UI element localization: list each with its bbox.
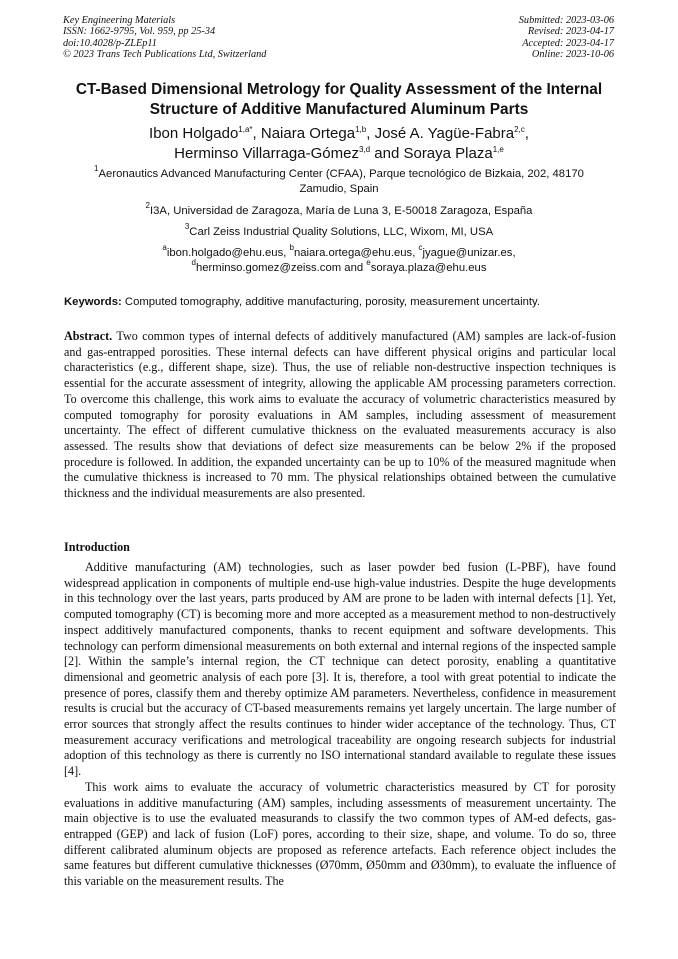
author-sup: 3,d bbox=[358, 144, 371, 154]
affiliation-3 bbox=[40, 222, 638, 240]
authors-line-1: Ibon Holgado$^{1,a*}$, Naiara Ortega$^{1,b}$, José A. Yagüe-Fabra$^{2,c}$, bbox=[149, 125, 529, 142]
author-list bbox=[40, 124, 638, 163]
intro-paragraph-1: Additive manufacturing (AM) technologies, such as laser powder bed fusion (L-PBF), have found widespread application in components of multiple end-use high-value industries. Despite the huge developments in this technology over the last years, parts produced by AM are prone to be laden with internal defects [1]. Yet, computed tomography (CT) is becoming more and more accepted as a measurement method to non-destructively inspect additively manufactured components, thanks to recent equipment and software developments. This technology can perform dimensional measurements on both external and internal regions of the inspected sample [2]. Within the sample’s internal region, the CT technique can detect porosity, enabling a quantitative dimensional and geometric analysis of each pore [3]. It is, therefore, a tool with great potential to indicate the presence of pores, classify them and thereby optimize AM parameters. Nevertheless, confidence in measurement results is crucial but the accuracy of CT-based measurements remains yet largely uncertain. The large number of error sources that strongly affect the results continues to hinder wider acceptance of the technology. Thus, CT measurement accuracy verifications and metrological traceability are ongoing research subjects for industrial adoption of this technology as there is currently no ISO international standard available to regulate these issues [4]. bbox=[64, 560, 616, 779]
authors-line-2 bbox=[40, 144, 638, 164]
revised-date: Revised: 2023-04-17 bbox=[527, 26, 614, 38]
author-sup: 1,a* bbox=[238, 125, 253, 134]
abstract-text: Two common types of internal defects of additively manufactured (AM) samples are lack-of-fusion and gas-entrapped porosities. These internal defects can have different physical origins and particular local characteristics (e.g., different shape, size). Thus, the use of reliable non-destructive inspection techniques is essential for the accurate assessment of integrity, allowing the applicable AM processing parameters correction. To overcome this challenge, this work aims to evaluate the accuracy of volumetric characteristics measured by computed tomography for porosity evaluations in AM samples, including assessment of measurement uncertainty. The effect of different cumulative thickness on the evaluated measurements accuracy is also assessed. The results show that deviations of defect size measurements can be below 2% if the proposed procedure is followed. In addition, the expanded uncertainty can be up to 10% of the measured magnitude when the cumulative thickness is increased to 70 mm. The physical relationships obtained between the cumulative thickness and the individual measurements are also presented. bbox=[64, 329, 616, 501]
affiliation-1 bbox=[40, 164, 638, 198]
copyright: © 2023 Trans Tech Publications Ltd, Switzerland bbox=[63, 49, 267, 61]
title-line-1: CT-Based Dimensional Metrology for Quality Assessment of the Internal bbox=[75, 81, 603, 98]
author-name: Naiara Ortega bbox=[260, 125, 356, 142]
journal-info bbox=[63, 15, 266, 61]
email: naiara.ortega@ehu.eus, bbox=[293, 247, 416, 259]
submitted-date: Submitted: 2023-03-06 bbox=[518, 15, 614, 26]
issn: ISSN: 1662-9795, Vol. 959, pp 25-34 bbox=[63, 26, 216, 38]
email-list bbox=[40, 243, 638, 277]
email: herminso.gomez@zeiss.com bbox=[195, 262, 342, 275]
journal-name: Key Engineering Materials bbox=[63, 15, 176, 26]
keywords-text: Computed tomography, additive manufacturing, porosity, measurement uncertainty. bbox=[124, 296, 540, 308]
affiliation-2 bbox=[40, 201, 638, 219]
affiliation-text: Zamudio, Spain bbox=[299, 183, 379, 196]
affiliation-sup: 3 bbox=[184, 222, 190, 231]
abstract-label: Abstract. bbox=[64, 329, 113, 343]
keywords-label: Keywords: bbox=[64, 296, 122, 308]
affiliation-sup: 2 bbox=[145, 201, 150, 210]
author-name: Soraya Plaza bbox=[403, 144, 493, 162]
author-sup: 1,e bbox=[492, 144, 504, 154]
author-joiner: and bbox=[374, 144, 400, 162]
author-sup: 1,b bbox=[355, 125, 367, 134]
title-line-2: Structure of Additive Manufactured Aluminum Parts bbox=[149, 100, 529, 118]
author-sup: 2,c bbox=[514, 125, 525, 134]
email-sup: a bbox=[162, 243, 167, 252]
author-name: Herminso Villarraga-Gómez bbox=[174, 144, 359, 162]
affiliation-text: Carl Zeiss Industrial Quality Solutions, LLC, Wixom, MI, USA bbox=[189, 226, 494, 238]
publication-dates bbox=[519, 15, 614, 61]
introduction-body bbox=[64, 560, 616, 890]
paper-title bbox=[40, 80, 638, 119]
intro-paragraph-2: This work aims to evaluate the accuracy of volumetric characteristics measured by CT for porosity evaluations in additive manufacturing (AM) samples, including assessments of measurement uncertainty. The main objective is to use the evaluated measurands to classify the two common types of AM-ed defects, gas-entrapped (GEP) and lack of fusion (LoF) pores, according to their size, shape, and volume. To do so, three different calibrated aluminum objects are proposed as reference artefacts. Each reference object includes the same features but different cumulative thicknesses (Ø70mm, Ø50mm and Ø30mm), to evaluate the influence of this variable on the measurement results. The bbox=[64, 779, 616, 889]
doi: doi:10.4028/p-ZLEp11 bbox=[63, 37, 157, 49]
email-sup: e bbox=[366, 258, 371, 268]
email: soraya.plaza@ehu.eus bbox=[370, 262, 487, 275]
email-sup: d bbox=[191, 258, 196, 268]
author-name: Ibon Holgado bbox=[149, 125, 239, 142]
affiliation-sup: 1 bbox=[94, 164, 99, 173]
email-sup: c bbox=[418, 243, 423, 252]
email: jyague@unizar.es, bbox=[422, 247, 516, 259]
accepted-date: Accepted: 2023-04-17 bbox=[522, 37, 614, 49]
email: ibon.holgado@ehu.eus, bbox=[166, 247, 287, 259]
keywords bbox=[64, 295, 624, 310]
section-heading-introduction: Introduction bbox=[64, 540, 130, 554]
affiliation-text: I3A, Universidad de Zaragoza, María de Luna 3, E-50018 Zaragoza, España bbox=[150, 205, 533, 217]
online-date: Online: 2023-10-06 bbox=[531, 49, 614, 61]
affiliation-text: Aeronautics Advanced Manufacturing Center (CFAA), Parque tecnológico de Bizkaia, 202, 48170 bbox=[98, 168, 584, 180]
abstract bbox=[64, 329, 616, 502]
author-name: José A. Yagüe-Fabra bbox=[374, 125, 515, 142]
email-sup: b bbox=[289, 243, 294, 252]
email-joiner: and bbox=[344, 262, 364, 275]
